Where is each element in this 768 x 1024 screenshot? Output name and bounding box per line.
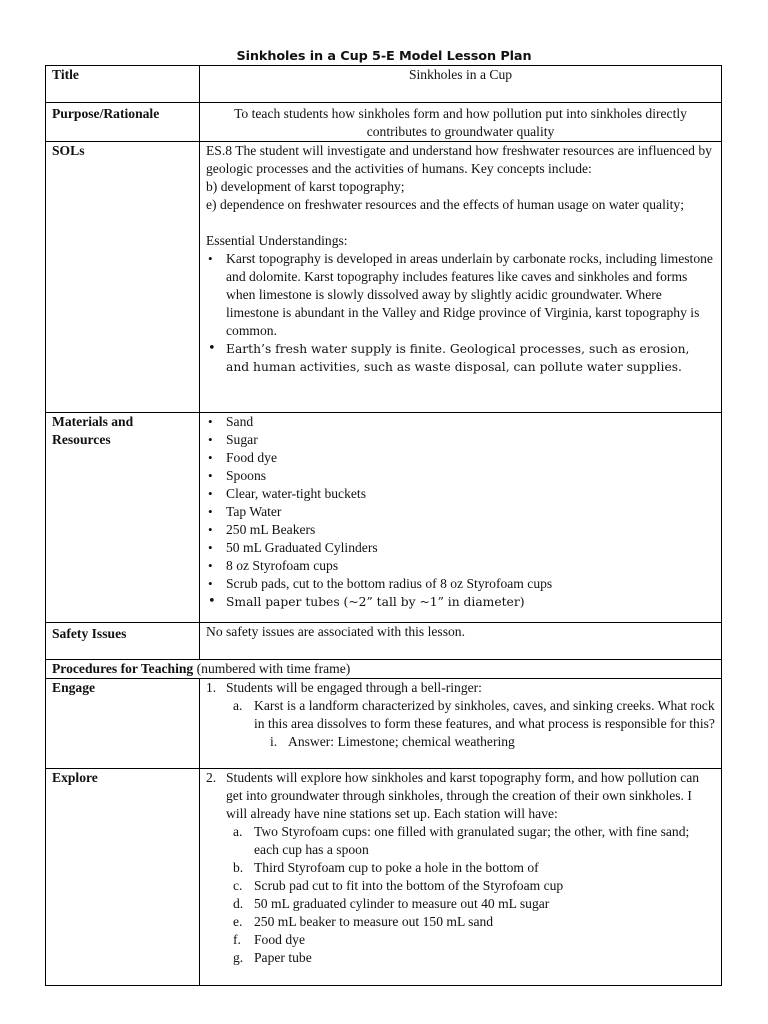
list-item [206,679,715,697]
list-item: • 8 oz Styrofoam cups [206,557,715,575]
table-row-engage [46,679,722,769]
list-item [206,769,715,823]
table-row-title [46,66,722,103]
explore-item-text: Scrub pad cut to fit into the bottom of the Styrofoam cup [254,878,564,893]
engage-answer: Answer: Limestone; chemical weathering [288,734,515,749]
engage-cell [200,679,722,769]
table-row-procedures [46,660,722,679]
table-row-sols [46,142,722,413]
list-item: • Earth’s fresh water supply is finite. Geological processes, such as erosion, and human activities, such as waste disposal, can pollute water supplies. [206,340,715,376]
list-marker: e. [233,914,243,929]
list-item [206,697,715,733]
list-item: • Small paper tubes (~2” tall by ~1” in diameter) [206,593,715,611]
list-item: • 50 mL Graduated Cylinders [206,539,715,557]
list-item [206,733,715,751]
row-label-materials [46,413,200,623]
safety-value: No safety issues are associated with this lesson. [200,623,722,660]
list-marker: a. [233,698,243,713]
title-value: Sinkholes in a Cup [200,66,722,103]
essential-understandings-list [206,250,715,376]
list-marker: d. [233,896,244,911]
list-item [206,859,715,877]
explore-item-text: 50 mL graduated cylinder to measure out 40 mL sugar [254,896,550,911]
table-row-purpose [46,103,722,142]
list-item [206,823,715,859]
row-label-title: Title [46,66,200,103]
table-row-explore [46,769,722,986]
row-label-purpose: Purpose/Rationale [46,103,200,142]
procedures-heading-rest: (numbered with time frame) [193,661,351,676]
explore-item-text: 250 mL beaker to measure out 150 mL sand [254,914,494,929]
list-item: • Sand [206,413,715,431]
list-item: • Scrub pads, cut to the bottom radius of 8 oz Styrofoam cups [206,575,715,593]
engage-question: Karst is a landform characterized by sinkholes, caves, and sinking creeks. What rock in this area dissolves to form these features, and what process is responsible for this? [254,698,715,731]
list-marker: a. [233,824,243,839]
list-item: • 250 mL Beakers [206,521,715,539]
sols-item-b: b) development of karst topography; [206,179,405,194]
sols-cell [200,142,722,413]
essential-understandings-heading: Essential Understandings: [206,233,348,248]
list-item: • Food dye [206,449,715,467]
explore-item-text: Third Styrofoam cup to poke a hole in the bottom of [254,860,539,875]
procedures-heading-bold: Procedures for Teaching [52,661,194,676]
row-label-explore: Explore [46,769,200,986]
list-marker: f. [233,932,241,947]
engage-text: Students will be engaged through a bell-ringer: [226,680,482,695]
list-item: • Tap Water [206,503,715,521]
list-marker: 2. [206,770,217,785]
list-item: • Spoons [206,467,715,485]
explore-item-text: Food dye [254,932,305,947]
procedures-heading [46,660,722,679]
list-item [206,913,715,931]
table-row-safety [46,623,722,660]
materials-list [206,413,715,611]
row-label-engage: Engage [46,679,200,769]
list-item: • Karst topography is developed in areas underlain by carbonate rocks, including limestone and dolomite. Karst topography includes features like caves and sinkholes and forms when limestone is slowly dissolved away by slightly acidic groundwater. Where limestone is abundant in the Valley and Ridge province of Virginia, karst topography is common. [206,250,715,340]
list-item [206,931,715,949]
list-marker: i. [270,734,278,749]
list-item: • Clear, water-tight buckets [206,485,715,503]
table-row-materials [46,413,722,623]
sols-intro: ES.8 The student will investigate and understand how freshwater resources are influenced by geologic processes and the activities of humans. Key concepts include: [206,143,712,176]
list-item [206,877,715,895]
list-item [206,895,715,913]
row-label-sols: SOLs [46,142,200,413]
materials-cell [200,413,722,623]
materials-label-line1: Materials and [52,414,134,429]
list-marker: g. [233,950,244,965]
list-item [206,949,715,967]
sols-item-e: e) dependence on freshwater resources and the effects of human usage on water quality; [206,197,684,212]
row-label-safety: Safety Issues [46,623,200,660]
page-title: Sinkholes in a Cup 5-E Model Lesson Plan [236,49,532,64]
explore-cell [200,769,722,986]
list-marker: 1. [206,680,217,695]
list-marker: c. [233,878,243,893]
explore-text: Students will explore how sinkholes and karst topography form, and how pollution can get into groundwater through sinkholes, through the creation of their own sinkholes. I will already have nine stations set up. Each station will have: [226,770,700,821]
list-marker: b. [233,860,244,875]
explore-item-text: Two Styrofoam cups: one filled with granulated sugar; the other, with fine sand; each cup has a spoon [254,824,690,857]
explore-item-text: Paper tube [254,950,312,965]
purpose-value: To teach students how sinkholes form and how pollution put into sinkholes directly contributes to groundwater quality [200,103,722,142]
materials-label-line2: Resources [52,432,111,447]
list-item: • Sugar [206,431,715,449]
lesson-plan-table [45,65,722,986]
